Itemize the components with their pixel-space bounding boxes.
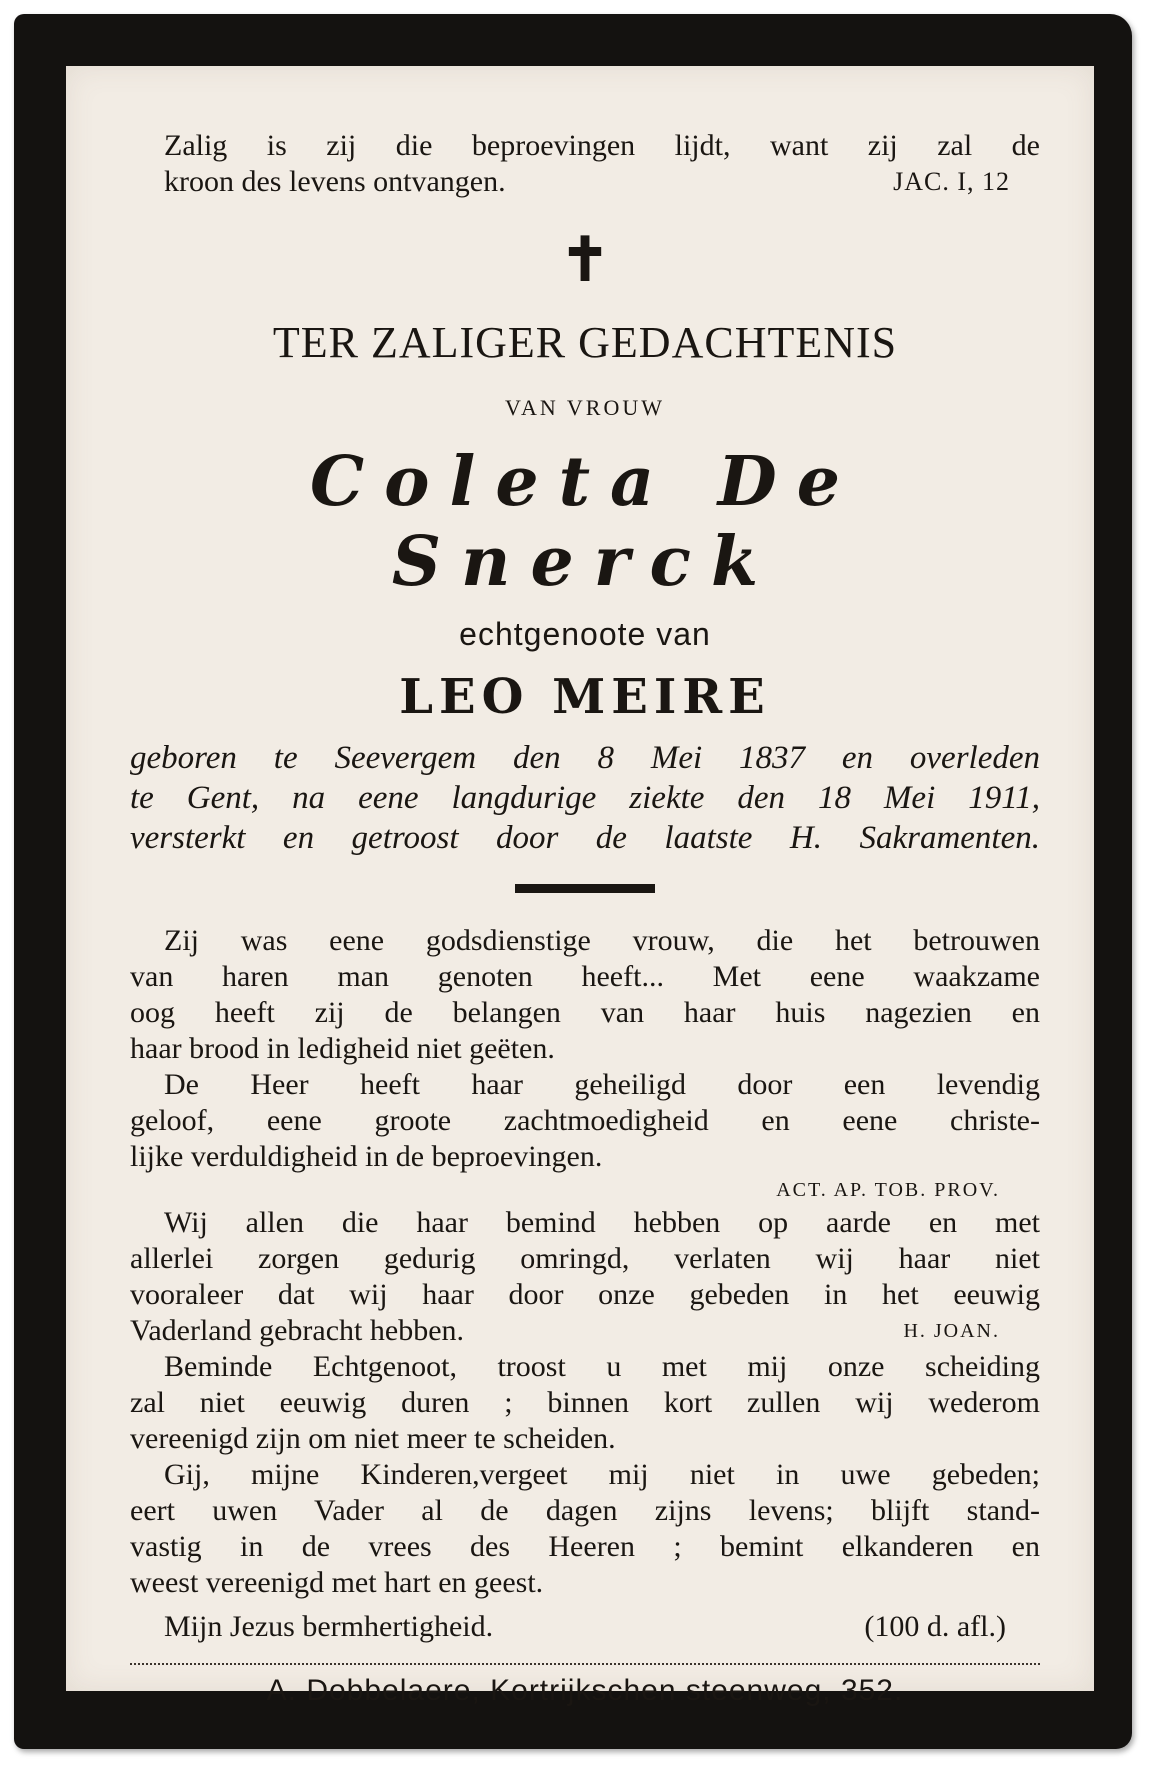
memorial-card xyxy=(14,14,1132,1749)
para5-line: Gij, mijne Kinderen,vergeet mij niet in uwe gebeden; xyxy=(164,1458,1040,1491)
para4-line: Beminde Echtgenoot, troost u met mij onze scheiding xyxy=(164,1350,1040,1383)
memorial-title: TER ZALIGER GEDACHTENIS xyxy=(272,318,898,367)
para2-line: geloof, eene groote zachtmoedigheid en eene christe- xyxy=(130,1104,1040,1137)
closing-prayer: Mijn Jezus bermhertigheid. xyxy=(164,1610,494,1643)
bio-line: geboren te Seevergem den 8 Mei 1837 en overleden xyxy=(130,740,1040,776)
body-text xyxy=(130,923,1040,1601)
printer-imprint: A. Dobbelaere, Kortrijkschen steenweg, 352. xyxy=(266,1674,904,1707)
para4-line: vereenigd zijn om niet meer te scheiden. xyxy=(130,1422,616,1455)
bio-line: versterkt en getroost door de laatste H. Sakramenten. xyxy=(130,820,1040,856)
spouse-name: LEO MEIRE xyxy=(399,669,771,725)
epigraph-reference: JAC. I, 12 xyxy=(893,167,1010,196)
epigraph-line-1: Zalig is zij die beproevingen lijdt, want zij zal de xyxy=(164,129,1040,162)
para2-attribution: ACT. AP. TOB. PROV. xyxy=(776,1179,1000,1201)
para4-line: zal niet eeuwig duren ; binnen kort zullen wij wederom xyxy=(130,1386,1040,1419)
para5-line: weest vereenigd met hart en geest. xyxy=(130,1566,544,1599)
card-paper xyxy=(66,66,1094,1707)
para1-line: oog heeft zij de belangen van haar huis nagezien en xyxy=(130,996,1040,1029)
para1-line: van haren man genoten heeft... Met eene waakzame xyxy=(130,960,1040,993)
para1-line: Zij was eene godsdienstige vrouw, die het betrouwen xyxy=(164,924,1040,957)
biography xyxy=(130,738,1040,858)
para5-line: vastig in de vrees des Heeren ; bemint elkanderen en xyxy=(130,1530,1040,1563)
para2-line: De Heer heeft haar geheiligd door een levendig xyxy=(164,1068,1040,1101)
para2-line: lijke verduldigheid in de beproevingen. xyxy=(130,1140,603,1173)
para5-line: eert uwen Vader al de dagen zijns levens; blijft stand- xyxy=(130,1494,1040,1527)
para3-line: vooraleer dat wij haar door onze gebeden in het eeuwig xyxy=(130,1278,1040,1311)
para3-line: allerlei zorgen gedurig omringd, verlaten wij haar niet xyxy=(130,1242,1040,1275)
epigraph xyxy=(130,128,1040,200)
van-vrouw-label: VAN VROUW xyxy=(504,395,666,420)
deceased-name: Coleta De Snerck xyxy=(310,442,860,602)
closing-row xyxy=(130,1609,1040,1645)
cross-icon: ✝ xyxy=(559,227,611,293)
para1-line: haar brood in ledigheid niet geëten. xyxy=(130,1032,555,1065)
bio-line: te Gent, na eene langdurige ziekte den 18 Mei 1911, xyxy=(130,780,1040,816)
spouse-relation-label: echtgenoote van xyxy=(459,616,711,652)
card-content xyxy=(130,128,1040,1709)
indulgence-note: (100 d. afl.) xyxy=(864,1610,1006,1643)
para3-attribution: H. JOAN. xyxy=(903,1320,1000,1342)
para3-line: Vaderland gebracht hebben. xyxy=(130,1314,465,1347)
divider-bar xyxy=(515,884,655,893)
dotted-divider xyxy=(130,1663,1040,1665)
epigraph-line-2: kroon des levens ontvangen. xyxy=(164,165,506,198)
para3-line: Wij allen die haar bemind hebben op aarde en met xyxy=(164,1206,1040,1239)
